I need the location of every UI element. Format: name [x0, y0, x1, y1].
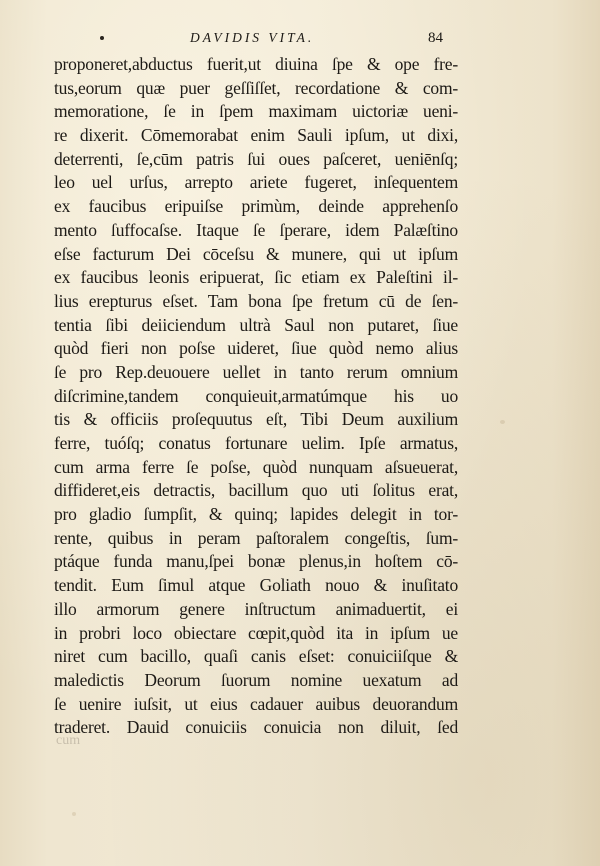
text-line: cum arma ferre ſe poſse, quòd nunquam aſsueuerat, [54, 456, 458, 477]
text-line: ferre, tuóſq; conatus fortunare uelim. Ipſe armatus, [54, 433, 458, 453]
text-line: diſcrimine,tandem conquieuit,armatúmque his uo [54, 385, 458, 406]
page-number: 84 [428, 30, 443, 46]
text-line: leo uel urſus, arrepto ariete fugeret, inſequentem [54, 172, 458, 193]
running-title: DAVIDIS VITA. [190, 30, 315, 45]
text-line: ſe pro Rep.deuouere uellet in tanto rerum omnium [54, 361, 458, 382]
text-line: in probri loco obiectare cœpit,quòd ita in ipſum ue [54, 622, 458, 643]
ornament-dot [100, 36, 104, 40]
text-line: deterrenti, ſe,cūm patris ſui oues paſceret, ueniēnſq; [54, 148, 458, 169]
text-line: illo armorum genere inſtructum animaduertit, ei [54, 598, 458, 619]
text-line: tendit. Eum ſimul atque Goliath nouo & inuſitato [54, 575, 458, 596]
text-line: ſe uenire iuſsit, ut eius cadauer auibus deuorandum [54, 693, 458, 714]
text-line: diffideret,eis detractis, bacillum quo uti ſolitus erat, [54, 480, 458, 501]
text-line: eſse facturum Dei cōceſsu & munere, qui ut ipſum [54, 243, 458, 264]
text-line: quòd fieri non poſse uideret, ſiue quòd nemo alius [54, 338, 458, 359]
text-line: ex faucibus leonis eripuerat, ſic etiam ex Paleſtini il- [54, 267, 458, 288]
paper-stain [500, 420, 505, 424]
text-line: re dixerit. Cōmemorabat enim Sauli ipſum, ut dixi, [54, 125, 458, 146]
catchword: cum [56, 733, 81, 748]
text-line: rente, quibus in peram paſtoralem congeſtis, ſum- [54, 527, 458, 548]
text-line: lius erepturus eſset. Tam bona ſpe fretum cū de ſen- [54, 290, 458, 311]
text-line: tus,eorum quæ puer geſſiſſet, recordatione & com- [54, 77, 458, 98]
text-line: niret cum bacillo, quaſi canis eſset: conuiciiſque & [54, 646, 458, 667]
body-text [54, 53, 458, 740]
text-line: mento ſuffocaſse. Itaque ſe ſperare, idem Palæſtino [54, 219, 458, 240]
text-line: tentia ſibi deiiciendum ultrà Saul non putaret, ſiue [54, 314, 458, 335]
text-line: maledictis Deorum ſuorum nomine uexatum ad [54, 669, 458, 690]
text-line: ex faucibus eripuiſse primùm, deinde apprehenſo [54, 196, 458, 217]
page-header [100, 30, 465, 50]
text-line: memoratione, ſe in ſpem maximam uictoriæ ueni- [54, 101, 458, 122]
text-line: proponeret,abductus fuerit,ut diuina ſpe & ope fre- [54, 54, 458, 74]
text-line: pro gladio ſumpſit, & quinq; lapides delegit in tor- [54, 504, 458, 525]
text-line: ptáque funda manu,ſpei bonæ plenus,in hoſtem cō- [54, 551, 458, 572]
paper-stain [72, 812, 76, 816]
text-line: traderet. Dauid conuiciis conuicia non diluit, ſed [54, 717, 458, 738]
text-line: tis & officiis proſequutus eſt, Tibi Deum auxilium [54, 409, 458, 430]
